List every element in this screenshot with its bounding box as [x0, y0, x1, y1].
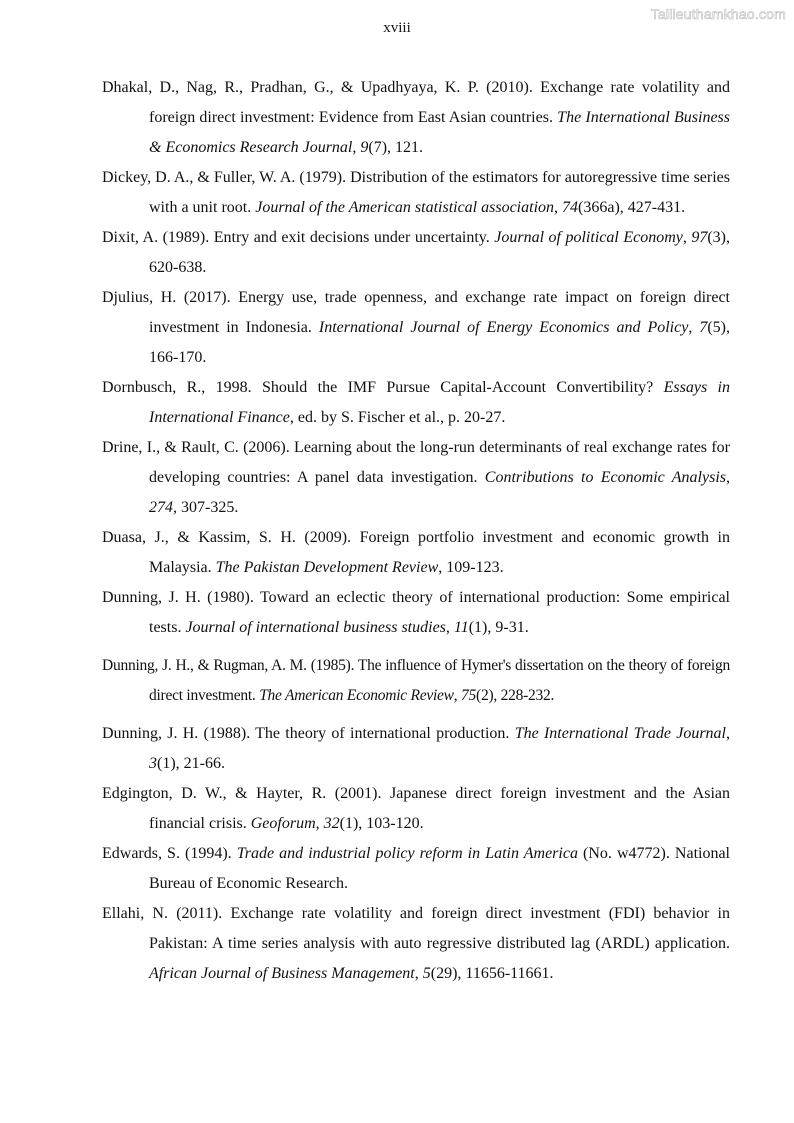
reference-entry: Dornbusch, R., 1998. Should the IMF Pursue Capital-Account Convertibility? Essays in International Finance, ed. by S. Fischer et al., p. 20-27. — [102, 379, 730, 426]
book-title: Trade and industrial policy reform in Latin America — [236, 845, 578, 862]
reference-entry: Dunning, J. H., & Rugman, A. M. (1985). The influence of Hymer's dissertation on the theory of foreign direct investment. The American Economic Review, 75(2), 228-232. — [102, 657, 730, 704]
journal-volume: 11 — [453, 619, 469, 636]
journal-volume: 74 — [562, 199, 579, 216]
journal-volume: 9 — [360, 139, 369, 156]
reference-entry: Djulius, H. (2017). Energy use, trade openness, and exchange rate impact on foreign direct investment in Indonesia. International Journal of Energy Economics and Policy, 7(5), 166-170. — [102, 289, 730, 366]
reference-entry: Dunning, J. H. (1988). The theory of international production. The International Trade Journal, 3(1), 21-66. — [102, 725, 731, 772]
journal-title: The International Business & Economics Research Journal — [149, 109, 731, 156]
journal-title: The Pakistan Development Review — [215, 559, 439, 576]
journal-volume: 97 — [691, 229, 708, 246]
journal-title: Journal of international business studies — [185, 619, 446, 636]
journal-title: Contributions to Economic Analysis — [484, 469, 726, 486]
journal-title: The American Economic Review — [259, 687, 454, 704]
reference-entry: Edgington, D. W., & Hayter, R. (2001). Japanese direct foreign investment and the Asian financial crisis. Geoforum, 32(1), 103-120. — [102, 785, 730, 832]
journal-volume: 274 — [149, 499, 173, 516]
journal-volume: 3 — [149, 755, 157, 772]
journal-title: Essays in International Finance — [149, 379, 730, 426]
reference-entry: Dixit, A. (1989). Entry and exit decisions under uncertainty. Journal of political Economy, 97(3), 620-638. — [102, 229, 730, 276]
reference-entry: Edwards, S. (1994). Trade and industrial policy reform in Latin America (No. w4772). National Bureau of Economic Research. — [102, 845, 730, 892]
journal-volume: 5 — [422, 965, 431, 982]
watermark: Tailieuthamkhao.com — [650, 6, 786, 22]
journal-title: African Journal of Business Management — [149, 965, 415, 982]
reference-entry: Dunning, J. H. (1980). Toward an eclectic theory of international production: Some empirical tests. Journal of international business studies, 11(1), 9-31. — [102, 589, 730, 636]
journal-title: Journal of the American statistical association — [255, 199, 555, 216]
journal-title: Geoforum — [250, 815, 316, 832]
journal-title: Journal of political Economy — [494, 229, 683, 246]
page-number: xviii — [383, 20, 411, 36]
journal-title: The International Trade Journal — [514, 725, 727, 742]
journal-volume: 7 — [699, 319, 708, 336]
reference-entry: Ellahi, N. (2011). Exchange rate volatility and foreign direct investment (FDI) behavior in Pakistan: A time series analysis with auto regressive distributed lag (ARDL) application. African Journal of Business Management, 5(29), 11656-11661. — [102, 905, 730, 982]
reference-list — [102, 73, 730, 989]
reference-entry: Duasa, J., & Kassim, S. H. (2009). Foreign portfolio investment and economic growth in Malaysia. The Pakistan Development Review, 109-123. — [102, 529, 730, 576]
reference-entry: Dickey, D. A., & Fuller, W. A. (1979). Distribution of the estimators for autoregressive time series with a unit root. Journal of the American statistical association, 74(366a), 427-431. — [102, 169, 730, 216]
reference-entry: Dhakal, D., Nag, R., Pradhan, G., & Upadhyaya, K. P. (2010). Exchange rate volatility and foreign direct investment: Evidence from East Asian countries. The International Business & Economics Research Journal, 9(7), 121. — [102, 79, 731, 156]
reference-entry: Drine, I., & Rault, C. (2006). Learning about the long-run determinants of real exchange rates for developing countries: A panel data investigation. Contributions to Economic Analysis, 274, 307-325. — [102, 439, 730, 516]
journal-volume: 32 — [323, 815, 340, 832]
journal-volume: 75 — [461, 687, 477, 704]
journal-title: International Journal of Energy Economics and Policy — [318, 319, 689, 336]
